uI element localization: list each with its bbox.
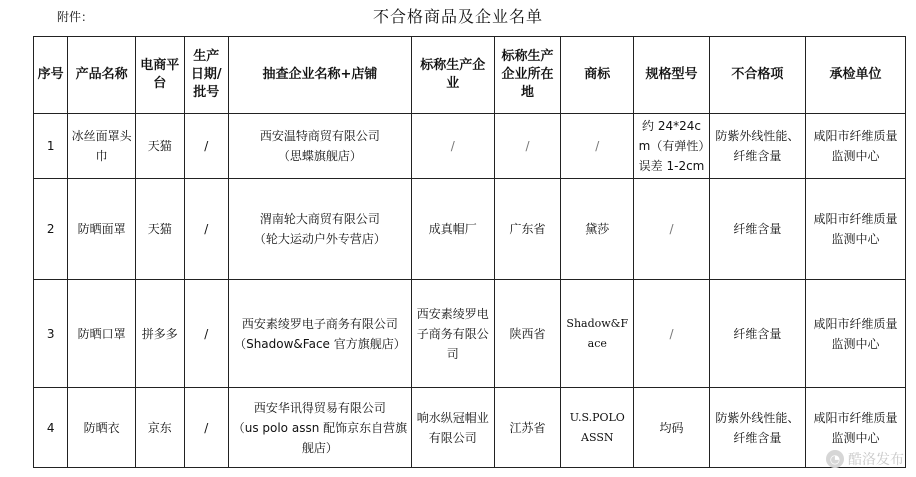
page-title: 不合格商品及企业名单 — [372, 7, 543, 26]
cell-brand: 黛莎 — [561, 179, 634, 280]
enterprise-name: 西安素绫罗电子商务有限公司 — [241, 316, 398, 331]
cell-maker: 响水纵冠帽业有限公司 — [411, 388, 494, 468]
table-row — [34, 179, 906, 280]
cell-enterprise — [228, 179, 411, 280]
attachment-label: 附件： — [57, 10, 94, 24]
cell-product: 防晒面罩 — [68, 179, 136, 280]
col-header-defect: 不合格项 — [709, 37, 805, 114]
col-header-product: 产品名称 — [68, 37, 136, 114]
store-name: （Shadow&Face 官方旗舰店） — [234, 336, 406, 351]
cell-spec: 均码 — [634, 388, 710, 468]
header-row — [34, 37, 906, 114]
cell-no: 2 — [34, 179, 68, 280]
cell-location: 江苏省 — [494, 388, 561, 468]
watermark-logo-icon: ◔ — [826, 450, 844, 468]
table-row — [34, 388, 906, 468]
cell-platform: 天猫 — [136, 179, 185, 280]
cell-spec: / — [634, 179, 710, 280]
col-header-batch: 生产日期/批号 — [184, 37, 228, 114]
cell-batch: / — [184, 179, 228, 280]
cell-product: 防晒衣 — [68, 388, 136, 468]
col-header-enterprise: 抽查企业名称+店铺 — [228, 37, 411, 114]
col-header-no: 序号 — [34, 37, 68, 114]
col-header-brand: 商标 — [561, 37, 634, 114]
watermark — [826, 449, 904, 469]
cell-platform: 京东 — [136, 388, 185, 468]
store-name: （轮大运动户外专营店） — [253, 232, 386, 246]
cell-spec: 约 24*24cm（有弹性）误差 1-2cm — [634, 114, 710, 179]
cell-no: 1 — [34, 114, 68, 179]
cell-defect: 纤维含量 — [709, 280, 805, 388]
cell-brand: / — [561, 114, 634, 179]
cell-no: 4 — [34, 388, 68, 468]
cell-platform: 拼多多 — [136, 280, 185, 388]
cell-maker: 成真帽厂 — [411, 179, 494, 280]
cell-enterprise — [228, 114, 411, 179]
cell-enterprise — [228, 388, 411, 468]
store-name: （us polo assn 配饰京东自营旗舰店） — [232, 420, 408, 455]
col-header-inspector: 承检单位 — [805, 37, 905, 114]
cell-inspector: 咸阳市纤维质量监测中心 — [805, 114, 905, 179]
noncompliant-table — [33, 36, 906, 468]
cell-batch: / — [184, 388, 228, 468]
cell-product: 冰丝面罩头巾 — [68, 114, 136, 179]
store-name: （思蝶旗舰店） — [277, 149, 362, 163]
cell-inspector: 咸阳市纤维质量监测中心 — [805, 280, 905, 388]
cell-batch: / — [184, 114, 228, 179]
cell-batch: / — [184, 280, 228, 388]
enterprise-name: 西安温特商贸有限公司 — [259, 129, 380, 143]
watermark-text: 酷洛发布 — [848, 452, 904, 468]
cell-spec: / — [634, 280, 710, 388]
cell-defect: 防紫外线性能、纤维含量 — [709, 114, 805, 179]
enterprise-name: 西安华讯得贸易有限公司 — [253, 400, 386, 415]
cell-brand: U.S.POLO ASSN — [561, 388, 634, 468]
cell-inspector: 咸阳市纤维质量监测中心 — [805, 179, 905, 280]
enterprise-name: 渭南轮大商贸有限公司 — [259, 212, 380, 226]
cell-product: 防晒口罩 — [68, 280, 136, 388]
cell-defect: 纤维含量 — [709, 179, 805, 280]
col-header-maker: 标称生产企业 — [411, 37, 494, 114]
col-header-platform: 电商平台 — [136, 37, 185, 114]
cell-platform: 天猫 — [136, 114, 185, 179]
table-row — [34, 114, 906, 179]
cell-inspector: 咸阳市纤维质量监测中心 — [805, 388, 905, 468]
cell-maker: 西安素绫罗电子商务有限公司 — [411, 280, 494, 388]
cell-maker: / — [411, 114, 494, 179]
col-header-location: 标称生产企业所在地 — [494, 37, 561, 114]
cell-location: / — [494, 114, 561, 179]
cell-enterprise — [228, 280, 411, 388]
table-row — [34, 280, 906, 388]
cell-defect: 防紫外线性能、纤维含量 — [709, 388, 805, 468]
col-header-spec: 规格型号 — [634, 37, 710, 114]
cell-location: 陕西省 — [494, 280, 561, 388]
cell-location: 广东省 — [494, 179, 561, 280]
cell-no: 3 — [34, 280, 68, 388]
cell-brand: Shadow&Face — [561, 280, 634, 388]
